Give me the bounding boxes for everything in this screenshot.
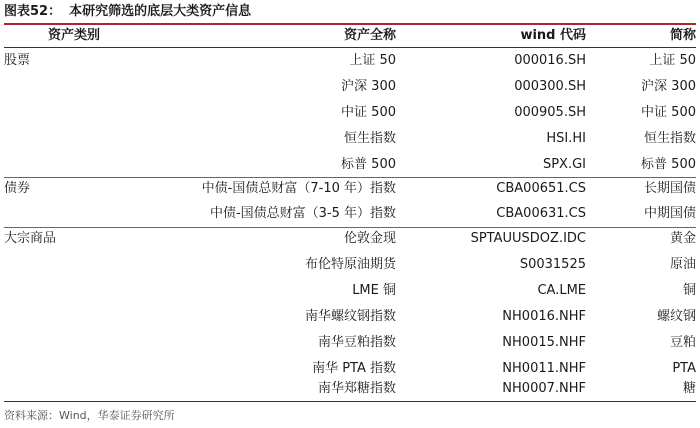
full-name-cell: 恒生指数	[343, 131, 396, 146]
full-name-cell: 南华郑糖指数	[317, 381, 396, 396]
table-row	[4, 152, 696, 178]
table-row	[4, 330, 696, 356]
table-row	[4, 201, 696, 227]
code-cell: CA.LME	[537, 283, 586, 298]
code-cell: CBA00651.CS	[496, 181, 586, 196]
full-name-cell: 南华豆粕指数	[317, 335, 396, 350]
figure-number: 图表52：	[4, 4, 62, 19]
code-cell: 000300.SH	[514, 79, 586, 94]
short-name-cell: 中期国债	[643, 206, 696, 221]
category-cell: 股票	[4, 53, 31, 68]
code-cell: NH0016.NHF	[502, 309, 586, 324]
table-header-row	[4, 24, 696, 47]
category-cell: 大宗商品	[4, 231, 57, 246]
full-name-cell: 标普 500	[341, 157, 396, 172]
short-name-cell: PTA	[672, 361, 696, 376]
full-name-cell: 南华 PTA 指数	[312, 361, 396, 376]
code-cell: NH0007.NHF	[502, 381, 586, 396]
full-name-cell: 沪深 300	[341, 79, 396, 94]
source-note: 资料来源：Wind，华泰证券研究所	[4, 409, 175, 422]
code-cell: 000016.SH	[514, 53, 586, 68]
short-name-cell: 原油	[669, 257, 696, 272]
table-row	[4, 176, 696, 202]
table-row	[4, 278, 696, 304]
table-row	[4, 100, 696, 126]
full-name-cell: 中债-国债总财富（7-10 年）指数	[201, 181, 396, 196]
full-name-cell: 中证 500	[341, 105, 396, 120]
header-category: 资产类别	[47, 28, 100, 43]
short-name-cell: 标普 500	[641, 157, 696, 172]
short-name-cell: 恒生指数	[643, 131, 696, 146]
short-name-cell: 糖	[682, 381, 696, 396]
short-name-cell: 豆粕	[669, 335, 696, 350]
table-row	[4, 376, 696, 402]
table-bottom-rule	[4, 401, 696, 402]
table-row	[4, 48, 696, 74]
header-full-name: 资产全称	[343, 28, 396, 43]
code-cell: CBA00631.CS	[496, 206, 586, 221]
table-row	[4, 126, 696, 152]
full-name-cell: 中债-国债总财富（3-5 年）指数	[209, 206, 396, 221]
category-cell: 债券	[4, 181, 31, 196]
table-row	[4, 304, 696, 330]
code-cell: SPX.GI	[542, 157, 586, 172]
full-name-cell: 伦敦金现	[343, 231, 396, 246]
full-name-cell: 布伦特原油期货	[304, 257, 396, 272]
code-cell: NH0011.NHF	[502, 361, 586, 376]
code-cell: 000905.SH	[514, 105, 586, 120]
header-short-name: 简称	[669, 28, 696, 43]
short-name-cell: 中证 500	[641, 105, 696, 120]
header-code: wind 代码	[520, 28, 586, 43]
short-name-cell: 铜	[682, 283, 696, 298]
code-cell: SPTAUUSDOZ.IDC	[470, 231, 586, 246]
short-name-cell: 螺纹钢	[656, 309, 696, 324]
code-cell: S0031525	[519, 257, 586, 272]
short-name-cell: 沪深 300	[641, 79, 696, 94]
table-row	[4, 74, 696, 100]
short-name-cell: 黄金	[669, 231, 696, 246]
figure-title	[4, 2, 696, 22]
table-row	[4, 226, 696, 252]
short-name-cell: 长期国债	[643, 181, 696, 196]
full-name-cell: 上证 50	[349, 53, 396, 68]
short-name-cell: 上证 50	[649, 53, 696, 68]
figure-title-text: 本研究筛选的底层大类资产信息	[69, 4, 252, 19]
table-row	[4, 252, 696, 278]
full-name-cell: LME 铜	[352, 283, 396, 298]
code-cell: HSI.HI	[546, 131, 586, 146]
full-name-cell: 南华螺纹钢指数	[304, 309, 396, 324]
code-cell: NH0015.NHF	[502, 335, 586, 350]
